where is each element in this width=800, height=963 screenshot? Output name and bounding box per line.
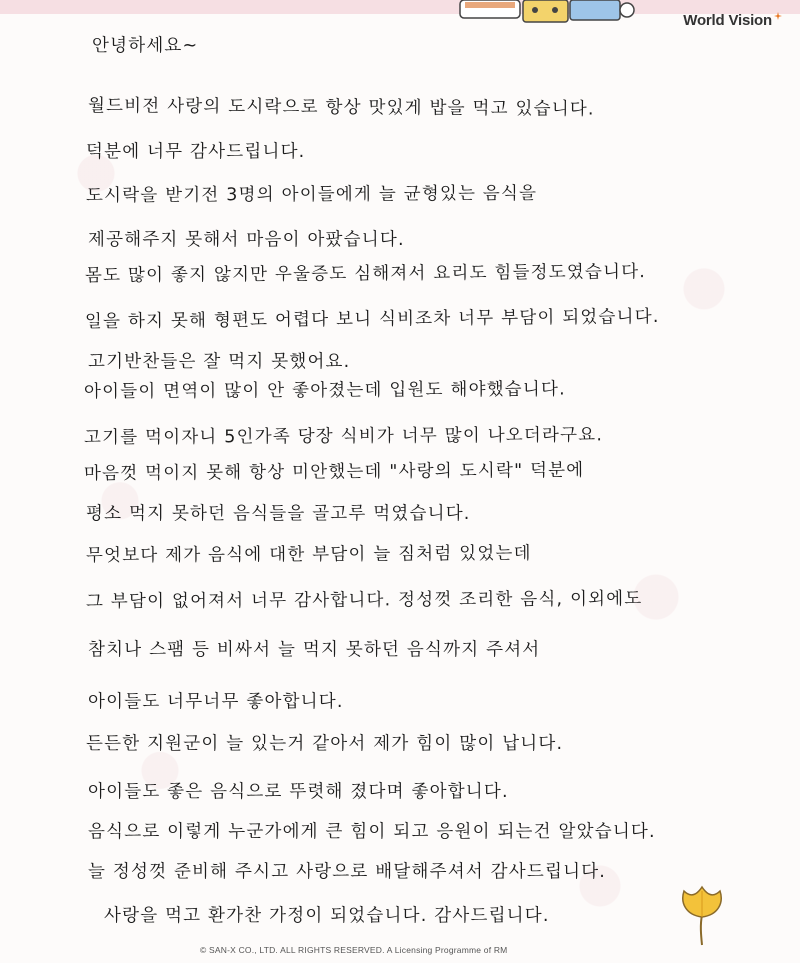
- letter-line: 아이들이 면역이 많이 안 좋아졌는데 입원도 해야했습니다.: [83, 379, 566, 402]
- copyright-footer: © SAN-X CO., LTD. ALL RIGHTS RESERVED. A Licensing Programme of RM: [200, 945, 508, 955]
- letter-line: 아이들도 너무너무 좋아합니다.: [88, 692, 344, 712]
- letter-line: 평소 먹지 못하던 음식들을 골고루 먹였습니다.: [86, 504, 471, 524]
- ginkgo-leaf-icon: [678, 885, 726, 947]
- letter-line: 아이들도 좋은 음식으로 뚜렷해 졌다며 좋아합니다.: [88, 782, 509, 802]
- letter-line: 무엇보다 제가 음식에 대한 부담이 늘 짐처럼 있었는데: [85, 543, 532, 566]
- letter-line: 참치나 스팸 등 비싸서 늘 먹지 못하던 음식까지 주셔서: [88, 640, 541, 660]
- letter-line: 마음껏 먹이지 못해 항상 미안했는데 "사랑의 도시락" 덕분에: [83, 460, 585, 484]
- letter-line: 늘 정성껏 준비해 주시고 사랑으로 배달해주셔서 감사드립니다.: [88, 862, 607, 882]
- letter-line: 몸도 많이 좋지 않지만 우울증도 심해져서 요리도 힘들정도였습니다.: [84, 262, 647, 286]
- letter-line: 든든한 지원군이 늘 있는거 같아서 제가 힘이 많이 납니다.: [86, 734, 564, 754]
- letter-line: 안녕하세요~: [92, 36, 199, 56]
- letter-line: 음식으로 이렇게 누군가에게 큰 힘이 되고 응원이 되는건 알았습니다.: [88, 822, 656, 842]
- letter-line: 고기반찬들은 잘 먹지 못했어요.: [88, 352, 351, 372]
- letter-line: 도시락을 받기전 3명의 아이들에게 늘 균형있는 음식을: [85, 183, 538, 206]
- letter-line: 그 부담이 없어져서 너무 감사합니다. 정성껏 조리한 음식, 이외에도: [85, 589, 643, 612]
- logo-text: World Vision: [683, 12, 772, 29]
- letter-line: 월드비전 사랑의 도시락으로 항상 맛있게 밥을 먹고 있습니다.: [87, 96, 595, 120]
- letter-line: 일을 하지 못해 형편도 어렵다 보니 식비조차 너무 부담이 되었습니다.: [84, 306, 660, 332]
- letter-line: 고기를 먹이자니 5인가족 당장 식비가 너무 많이 나오더라구요.: [83, 425, 604, 448]
- letter-line: 사랑을 먹고 환가찬 가정이 되었습니다. 감사드립니다.: [104, 906, 550, 926]
- letter-line: 제공해주지 못해서 마음이 아팠습니다.: [88, 230, 405, 250]
- letter-line: 덕분에 너무 감사드립니다.: [86, 142, 306, 162]
